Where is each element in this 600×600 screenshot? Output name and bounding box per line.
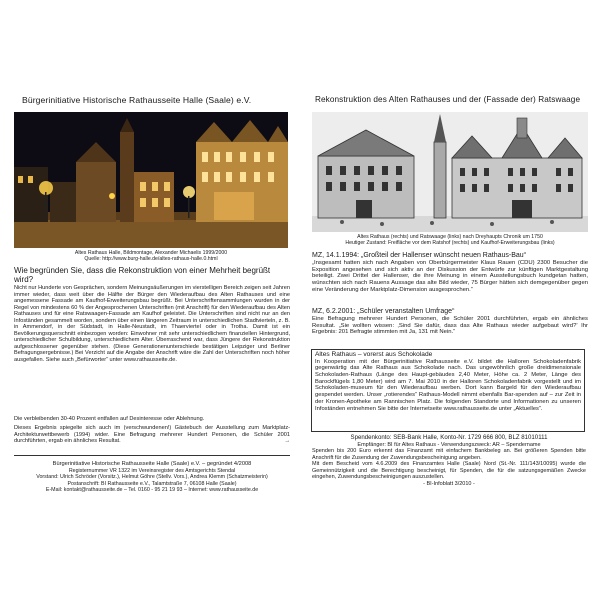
chocolate-box-text: In Kooperation mit der Bürgerinitiative Rathausseite e.V. bildet die Halloren Schokoladenfabrik gegenwärtig das Alte Rathaus aus Schokolade nach. Das ungewöhnlich große dreidimensionale Schokoladen-Rathaus (Länge des Haupt-gebäudes 2,40 Meter, Höhe ca. 2 Meter, Länge des Barockflügels 1,80 Meter) wird am 7. Mai 2010 in der Halloren Schokoladenfabrik vorgestellt und im Schokoladen-museum für den Wiederaufbau werben. Dort kann Bargeld für den Wiederaufbau gespendet werden. Unser „rotierendes“ Rathaus-Modell nimmt ebenfalls Bar-spenden auf – zur Zeit in der Kronen-Apotheke am Rannischen Platz. Die folgenden Standorte und Informationen zu unseren Infoständen entnehmen Sie bitte der Internetseite www.rathausseite.de unter „Aktuelles“. — [315, 358, 581, 412]
answer-paragraph-3 — [14, 425, 290, 445]
association-footer — [14, 461, 290, 494]
footer-contact: E-Mail: kontakt@rathausseite.de – Tel. 0160 - 95 21 19 93 – Internet: www.rathausseite.de — [45, 487, 259, 494]
press-quote-2001 — [312, 309, 588, 336]
left-title: Bürgerinitiative Historische Rathausseite Halle (Saale) e.V. — [22, 95, 252, 105]
footer-postal-address: Postanschrift: BI Rathausseite e.V., Talamtstraße 7, 06108 Halle (Saale) — [67, 480, 237, 487]
answer-paragraph-3-text: Dieses Ergebnis spiegelte sich auch im (verschwundenen!) Gästebuch der Ausstellung zum Marktplatz-Architekturwettbewerb (1994) wider. Eine Befragung mehrerer Hundert Personen, die Schüler 2001 durchführten, ergab ein ähnliches Resultat. — [14, 425, 290, 445]
photo-caption — [14, 250, 288, 263]
continue-arrow-icon: → — [284, 438, 290, 445]
donation-info — [312, 435, 586, 487]
donation-recipient: Empfänger: BI für Altes Rathaus - Verwendungszweck: AR – Spendername — [357, 441, 541, 448]
press-quote-1994-body: „Insgesamt hatten sich nach Angaben von Oberbürgermeister Klaus Rauen (CDU) 2300 Besucher die Exposition angesehen und sich aktiv an der Diskussion der Entwürfe zur künftigen Marktgestaltung beteiligt. Zwei Drittel der Hallenser, die ihre Meinung in einem Ausstellungsbuch kundgetan hatten, wünschten sich nach Rauens Aussage das alte Bild wieder, 75 Bürger hätten sich demgegenüber gegen eine Veränderung der Marktplatz-Dimension ausgesprochen.“ — [312, 259, 588, 293]
answer-paragraph-2: Die verbleibenden 30-40 Prozent entfallen auf Desinteresse oder Ablehnung. — [14, 416, 205, 422]
historic-engraving — [312, 112, 588, 232]
see-also-link[interactable]: Siehe auch „Befürworter“ unter www.rathausseite.de. — [45, 357, 177, 364]
engraving-illustration — [312, 112, 588, 232]
chocolate-town-hall-box — [311, 349, 585, 432]
press-quote-2001-heading: MZ, 6.2.2001: „Schüler veranstalten Umfrage“ — [312, 308, 455, 315]
right-title: Rekonstruktion des Alten Rathauses und der (Fassade der) Ratswaage — [315, 95, 581, 104]
engraving-caption-line-2: Heutiger Zustand: Freifläche vor dem Ratshof (rechts) und Kaufhof-Erweiterungsbau (links) — [345, 240, 555, 247]
night-photo-illustration — [14, 112, 288, 248]
footer-association-name: Bürgerinitiative Historische Rathausseite Halle (Saale) e.V. – gegründet 4/2008 — [52, 461, 252, 467]
press-quote-1994-heading: MZ, 14.1.1994: „Großteil der Hallenser wünscht neuen Rathaus-Bau“ — [312, 252, 526, 259]
chocolate-box-title: Altes Rathaus – vorerst aus Schokolade — [315, 351, 433, 358]
photo-caption-line-1: Altes Rathaus Halle, Bildmontage, Alexander Michaelis 1999/2000 — [74, 250, 228, 256]
engraving-caption-line-1: Altes Rathaus (rechts) und Ratswaage (links) nach Dreyhaupts Chronik um 1750 — [357, 234, 543, 240]
answer-paragraph-1 — [14, 285, 290, 364]
question-heading: Wie begründen Sie, dass die Rekonstruktion von einer Mehrheit begrüßt wird? — [14, 266, 271, 285]
photo-caption-source: Quelle: http://www.burg-halle.de/altes-rathaus-halle.0.html — [84, 256, 218, 263]
donation-account: Spendenkonto: SEB-Bank Halle, Konto-Nr. 1729 666 800, BLZ 81010111 — [350, 434, 548, 441]
footer-board: Vorstand: Ulrich Schröder (Vorsitz.), Helmut Göhre (Stellv. Vors.), Andrea Klemm (Schatzmeisterin) — [36, 474, 268, 481]
engraving-caption — [312, 234, 588, 247]
footer-divider — [14, 455, 290, 456]
press-quote-2001-body: Eine Befragung mehrerer Hundert Personen, die Schüler 2001 durchführten, ergab ein ähnliches Resultat. „Sie wollten wissen: ‚Sind Sie dafür, dass das Alte Rathaus wieder aufgebaut wird?‘ Ihr Ergebnis: 201 Befragte stimmten mit Ja, 131 mit Nein.“ — [312, 315, 588, 336]
press-quote-1994 — [312, 253, 588, 294]
info-sheet-number: - BI-Infoblatt 3/2010 - — [423, 480, 475, 487]
answer-text: Nicht nur Hunderte von Gesprächen, sondern Meinungsäußerungen im vierstelligen Bereich zeigen seit Jahren immer wieder, dass weit über die Hälfte der Bürger den Wiederaufbau des Alten Rathauses und eine angemessene Fassade am Kaufhof-Erweiterungsbau begrüßt. Bei Unterschriftensammlungen wurden in der Regel von mindestens 60 % der Angesprochenen Unterschriften (mit Anschrift) für den Wiederaufbau des Alten Rathauses und für eine Ratswaagen-Fassade am Kaufhof geleistet. Die Unterschriften sind nicht nur an den Infoständen gesammelt worden, sondern über einen längeren Zeitraum in unterschiedlichen Stadtvierteln, z. B. in Ammendorf, in der Südstadt, in Halle-Neustadt, im Thaerviertel oder in Trotha. Damit ist ein Bevölkerungsquerschnitt einbezogen worden: Einwohner mit sehr unterschiedlichem finanziellen Hintergrund, unterschiedlicher Schulbildung, unterschiedlichem Alter. Überraschend war, dass Jüngere der Rekonstruktion aufgeschlossener gegenüber stehen. (Diese Generationenunterschiede bestätigen Leipziger und Berliner Befragungsergebnisse.) Bei Verzicht auf die Angabe der Anschrift wäre die Zahl der Unterschriften noch höher ausgefallen. — [14, 285, 290, 364]
donation-receipt-note: Spenden bis 200 Euro erkennt das Finanzamt mit einfachem Bankbeleg an. Bei größeren Spenden bitte Anschrift für die Zusendung der Zuwendungsbescheinigung angeben. — [312, 448, 586, 461]
town-hall-night-photo — [14, 112, 288, 248]
charity-status-note: Mit dem Bescheid vom 4.6.2009 des Finanzamtes Halle (Saale) Nord (St.-Nr. 111/143/10095) wurde die Gemeinnützigkeit und die Berechtigung bescheinigt, für Spenden, die für die satzungsgemäßen Zwecke eingehen, Zuwendungsbescheinigungen auszustellen. — [312, 461, 586, 480]
footer-register: Registernummer VR 1322 im Vereinsregister des Amtsgerichts Stendal — [68, 467, 236, 474]
